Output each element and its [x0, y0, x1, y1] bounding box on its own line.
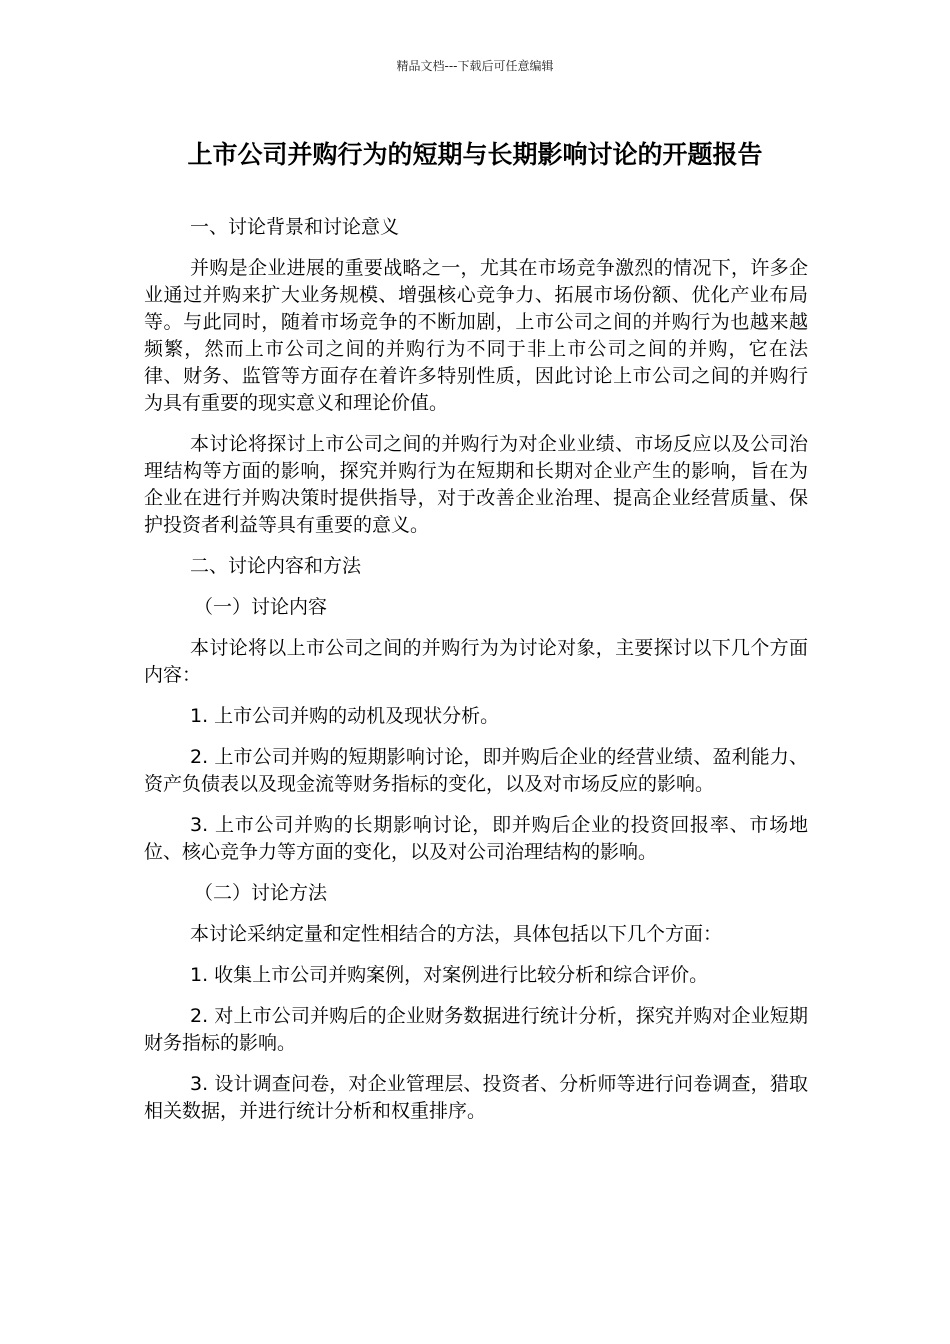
list-item-method-1: 1. 收集上市公司并购案例，对案例进行比较分析和综合评价。 — [190, 964, 709, 986]
paragraph-background: 并购是企业进展的重要战略之一，尤其在市场竞争激烈的情况下，许多企业通过并购来扩大业务规模、增强核心竞争力、拓展市场份额、优化产业布局等。与此同时，随着市场竞争的不断加剧，上市公司之间的并购行为也越来越频繁，然而上市公司之间的并购行为不同于非上市公司之间的并购，它在法律、财务、监管等方面存在着许多特别性质，因此讨论上市公司之间的并购行为具有重要的现实意义和理论价值。 — [144, 257, 808, 414]
subheading-method: （二）讨论方法 — [194, 882, 328, 904]
subheading-content: （一）讨论内容 — [194, 596, 328, 618]
list-item-content-1: 1. 上市公司并购的动机及现状分析。 — [190, 705, 500, 727]
document-body — [144, 214, 808, 1139]
list-item-method-2: 2. 对上市公司并购后的企业财务数据进行统计分析，探究并购对企业短期财务指标的影响。 — [144, 1005, 808, 1054]
section-heading-content-method: 二、讨论内容和方法 — [190, 555, 362, 577]
paragraph-method-intro: 本讨论采纳定量和定性相结合的方法，具体包括以下几个方面： — [190, 923, 723, 945]
section-heading-background: 一、讨论背景和讨论意义 — [190, 216, 400, 238]
list-item-content-2: 2. 上市公司并购的短期影响讨论，即并购后企业的经营业绩、盈利能力、资产负债表以及现金流等财务指标的变化，以及对市场反应的影响。 — [144, 746, 808, 795]
paragraph-significance: 本讨论将探讨上市公司之间的并购行为对企业业绩、市场反应以及公司治理结构等方面的影响，探究并购行为在短期和长期对企业产生的影响，旨在为企业在进行并购决策时提供指导，对于改善企业治理、提高企业经营质量、保护投资者利益等具有重要的意义。 — [144, 433, 808, 536]
header-note: 精品文档---下载后可任意编辑 — [396, 59, 554, 73]
list-item-method-3: 3. 设计调查问卷，对企业管理层、投资者、分析师等进行问卷调查，猎取相关数据，并进行统计分析和权重排序。 — [144, 1073, 808, 1122]
document-title: 上市公司并购行为的短期与长期影响讨论的开题报告 — [187, 140, 763, 169]
paragraph-content-intro: 本讨论将以上市公司之间的并购行为为讨论对象，主要探讨以下几个方面内容： — [144, 637, 808, 686]
list-item-content-3: 3. 上市公司并购的长期影响讨论，即并购后企业的投资回报率、市场地位、核心竞争力等方面的变化，以及对公司治理结构的影响。 — [144, 814, 808, 863]
